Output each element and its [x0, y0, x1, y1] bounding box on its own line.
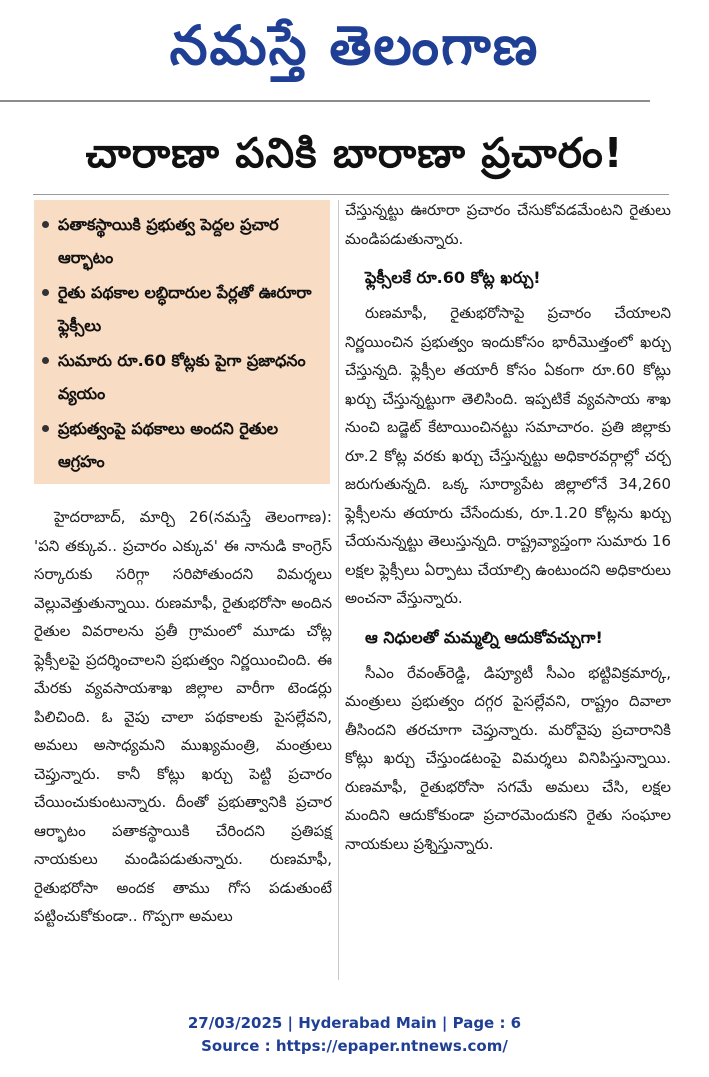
left-column: [34, 503, 332, 931]
highlights-box: [34, 200, 330, 484]
left-column-body: హైదరాబాద్, మార్చి 26(నమస్తే తెలంగాణ): 'పని తక్కువ.. ప్రచారం ఎక్కువ' ఈ నానుడి కాంగ్రెస్ సర్కారుకు సరిగ్గా సరిపోతుందని విమర్శలు వెల్లువెత్తుతున్నాయి. రుణమాఫీ, రైతుభరోసా అందిన రైతుల వివరాలను ప్రతీ గ్రామంలో మూడు చోట్ల ఫ్లెక్సీలపై ప్రదర్శించాలని ప్రభుత్వం నిర్ణయించింది. ఈ మేరకు వ్యవసాయశాఖ జిల్లాల వారీగా టెండర్లు పిలిచింది. ఓ వైపు చాలా పథకాలకు పైసల్లేవని, అమలు అసాధ్యమని ముఖ్యమంత్రి, మంత్రులు చెప్తున్నారు. కానీ కోట్లు ఖర్చు పెట్టి ప్రచారం చేయించుకుంటున్నారు. దీంతో ప్రభుత్వానికి ప్రచార ఆర్భాటం పతాకస్థాయికి చేరిందని ప్రతిపక్ష నాయకులు మండిపడుతున్నారు. రుణమాఫీ, రైతుభరోసా అందక తాము గోస పడుతుంటే పట్టించుకోకుండా.. గొప్పగా అమలు: [34, 508, 332, 925]
subheading: ఆ నిధులతో మమ్మల్ని ఆదుకోవచ్చుగా!: [365, 627, 603, 647]
right-column: [345, 196, 671, 858]
highlight-text: ప్రభుత్వంపై పథకాలు అందని రైతుల ఆగ్రహం: [58, 419, 279, 471]
highlight-text: సుమారు రూ.60 కోట్లకు పైగా ప్రజాధనం వ్యయం: [58, 351, 306, 403]
section-body: రుణమాఫీ, రైతుభరోసాపై ప్రచారం చేయాలని నిర్ణయించిన ప్రభుత్వం ఇందుకోసం భారీమొత్తంలో ఖర్చు చేస్తున్నది. ఫ్లెక్సీల తయారీ కోసం ఏకంగా రూ.60 కోట్లు ఖర్చు చేస్తున్నట్టుగా తెలిసింది. ఇప్పటికే వ్యవసాయ శాఖ నుంచి బడ్జెట్ కేటాయించినట్టు సమాచారం. ప్రతి జిల్లాకు రూ.2 కోట్ల వరకు ఖర్చు చేస్తున్నట్టు అధికారవర్గాల్లో చర్చ జరుగుతున్నది. ఒక్క సూర్యాపేట జిల్లాలోనే 34,260 ఫ్లెక్సీలను తయారు చేసేందుకు, రూ.1.20 కోట్లను ఖర్చు చేయనున్నట్టు తెలుస్తున్నది. రాష్ట్రవ్యాప్తంగా సుమారు 16 లక్షల ఫ్లెక్సీలు ఏర్పాటు చేయాల్సి ఉంటుందని అధికారులు అంచనా వేస్తున్నారు.: [345, 304, 671, 607]
footer: [0, 1012, 709, 1058]
newspaper-title: నమస్తే తెలంగాణ: [169, 14, 540, 77]
source-link[interactable]: Source : https://epaper.ntnews.com/: [201, 1037, 508, 1055]
masthead: [0, 0, 709, 100]
bullet-icon: [42, 357, 49, 364]
highlight-text: రైతు పథకాల లబ్ధిదారుల పేర్లతో ఊరూరా ఫ్లెక్సీలు: [58, 283, 312, 335]
subheading: ఫ్లెక్సీలకే రూ.60 కోట్ల ఖర్చు!: [365, 268, 541, 287]
continuation-text: చేస్తున్నట్టు ఊరూరా ప్రచారం చేసుకోవడమేంటని రైతులు మండిపడుతున్నారు.: [345, 201, 671, 248]
masthead-divider: [0, 100, 650, 102]
edition-info: 27/03/2025 | Hyderabad Main | Page : 6: [187, 1014, 522, 1032]
highlight-text: పతాకస్థాయికి ప్రభుత్వ పెద్దల ప్రచార ఆర్భాటం: [58, 215, 279, 267]
highlight-item: [34, 276, 330, 342]
column-divider: [338, 200, 339, 980]
bullet-icon: [42, 221, 49, 228]
highlight-item: [34, 208, 330, 274]
highlight-item: [34, 344, 330, 410]
article-headline: చారాణా పనికి బారాణా ప్రచారం!: [85, 129, 624, 177]
highlight-item: [34, 412, 330, 478]
bullet-icon: [42, 425, 49, 432]
headline-divider: [33, 194, 669, 195]
section-body: సీఎం రేవంత్‌రెడ్డి, డిప్యూటీ సీఎం భట్టివిక్రమార్క, మంత్రులు ప్రభుత్వం దగ్గర పైసల్లేవని, రాష్ట్రం దివాలా తీసిందని తరచూగా చెప్తున్నారు. మరోవైపు ప్రచారానికి కోట్లు ఖర్చు చేస్తుండటంపై విమర్శలు వినిపిస్తున్నాయి. రుణమాఫీ, రైతుభరోసా సగమే అమలు చేసి, లక్షల మందిని ఆదుకోకుండా ప్రచారమెందుకని రైతు సంఘాల నాయకులు ప్రశ్నిస్తున్నారు.: [345, 663, 671, 853]
bullet-icon: [42, 289, 49, 296]
